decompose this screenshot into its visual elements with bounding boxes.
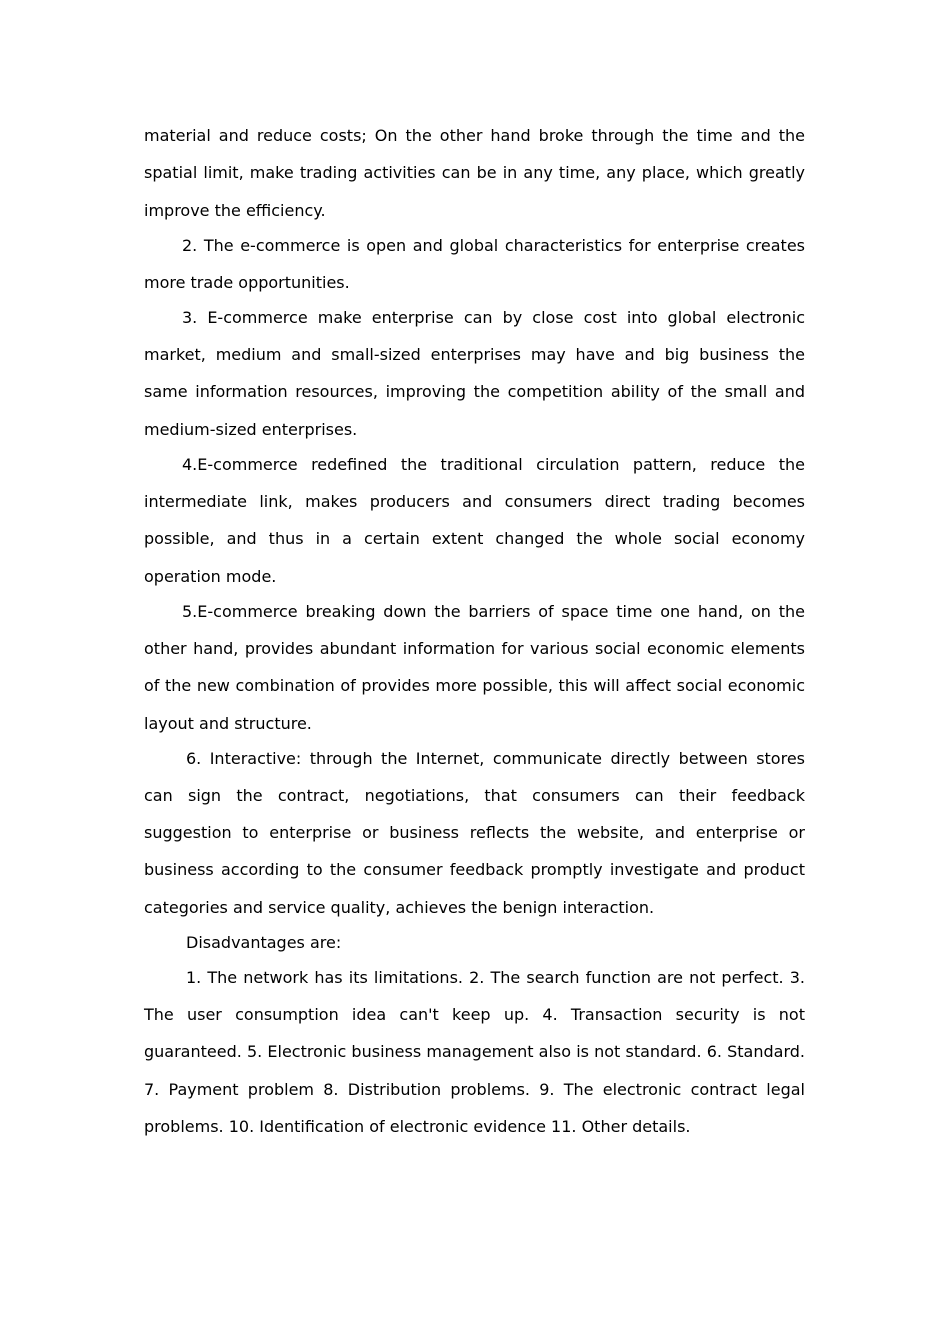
- paragraph-continuation: material and reduce costs; On the other hand broke through the time and the spatial limit, make trading activities can be in any time, any place, which greatly improve the efficiency.: [144, 126, 805, 220]
- paragraph-advantage-3: 3. E-commerce make enterprise can by close cost into global electronic market, medium and small-sized enterprises may have and big business the same information resources, improving the competition ability of the small and medium-sized enterprises.: [144, 307, 805, 439]
- paragraph-advantage-6: 6. Interactive: through the Internet, communicate directly between stores can sign the contract, negotiations, that consumers can their feedback suggestion to enterprise or business reflects the website, and enterprise or business according to the consumer feedback promptly investigate and product categories and service quality, achieves the benign interaction.: [144, 748, 805, 917]
- paragraph-advantage-4: 4.E-commerce redefined the traditional circulation pattern, reduce the intermediate link, makes producers and consumers direct trading becomes possible, and thus in a certain extent changed the whole social economy operation mode.: [144, 454, 805, 586]
- paragraph-advantage-5: 5.E-commerce breaking down the barriers of space time one hand, on the other hand, provides abundant information for various social economic elements of the new combination of provides more possible, this will affect social economic layout and structure.: [144, 601, 805, 733]
- paragraph-advantage-2: 2. The e-commerce is open and global characteristics for enterprise creates more trade opportunities.: [144, 235, 805, 292]
- disadvantages-heading: Disadvantages are:: [186, 932, 342, 952]
- document-page: [144, 117, 805, 1143]
- paragraph-disadvantages-list: 1. The network has its limitations. 2. The search function are not perfect. 3. The user consumption idea can't keep up. 4. Transaction security is not guaranteed. 5. Electronic business management also is not standard. 6. Standard. 7. Payment problem 8. Distribution problems. 9. The electronic contract legal problems. 10. Identification of electronic evidence 11. Other details.: [144, 967, 805, 1136]
